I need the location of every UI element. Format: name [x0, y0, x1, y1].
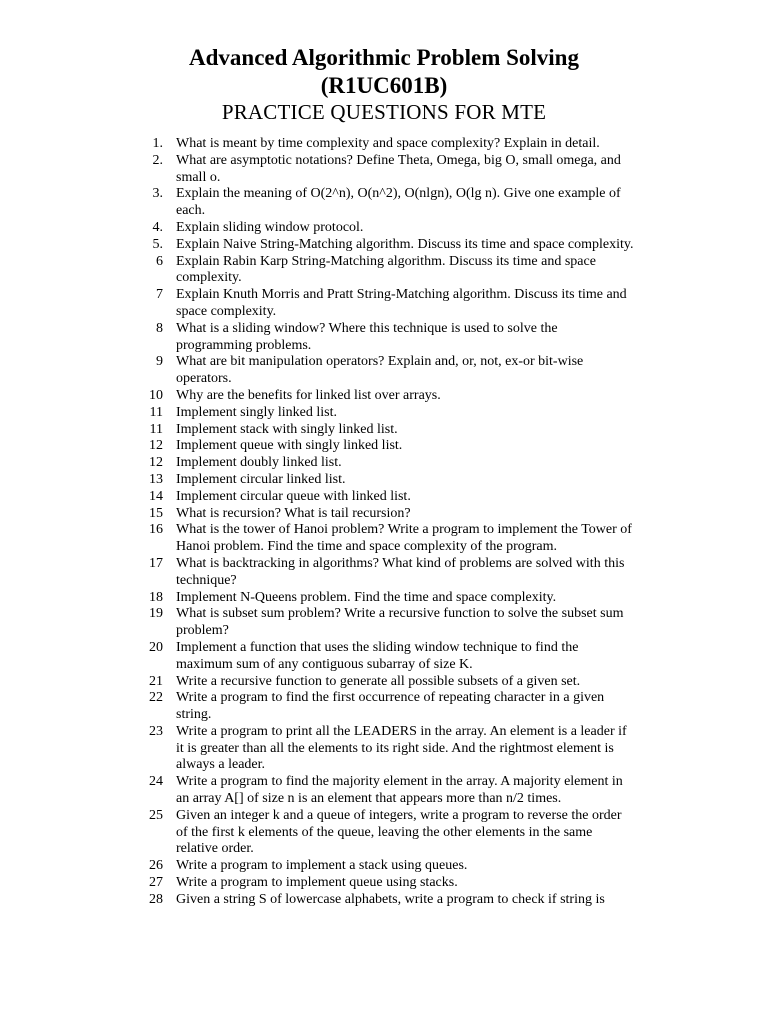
question-number: 27 [149, 875, 163, 891]
question-text: Implement circular queue with linked list. [176, 488, 411, 504]
question-number: 2. [152, 152, 163, 168]
question-item [0, 388, 768, 405]
question-item [0, 405, 768, 422]
question-text: Explain Rabin Karp String-Matching algorithm. Discuss its time and space complexity. [176, 253, 596, 286]
question-item [0, 438, 768, 455]
question-item [0, 774, 768, 808]
question-text: Implement doubly linked list. [176, 455, 342, 471]
question-number: 10 [149, 387, 163, 403]
question-item [0, 674, 768, 691]
question-text: Write a recursive function to generate all possible subsets of a given set. [176, 673, 581, 689]
question-text: What is subset sum problem? Write a recursive function to solve the subset sum problem? [176, 606, 624, 639]
question-text: Why are the benefits for linked list over arrays. [176, 387, 441, 403]
question-text: Implement circular linked list. [176, 471, 346, 487]
question-number: 1. [152, 136, 163, 151]
question-item [0, 153, 768, 187]
question-text: Explain Knuth Morris and Pratt String-Matching algorithm. Discuss its time and space complexity. [176, 287, 627, 319]
question-item [0, 606, 768, 640]
question-text: Write a program to print all the LEADERS in the array. An element is a leader if it is greater than all the elements to its right side. And the rightmost element is always a leader. [176, 723, 627, 773]
question-number: 28 [149, 891, 163, 907]
question-text: What are bit manipulation operators? Explain and, or, not, ex-or bit-wise operators. [176, 354, 584, 387]
question-item [0, 220, 768, 237]
question-text: Implement N-Queens problem. Find the time and space complexity. [176, 589, 557, 605]
question-number: 11 [149, 404, 163, 420]
question-number: 3. [152, 186, 163, 202]
question-number: 14 [149, 488, 163, 504]
question-number: 16 [149, 522, 163, 538]
question-text: What are asymptotic notations? Define Theta, Omega, big O, small omega, and small o. [176, 152, 621, 185]
question-number: 23 [149, 723, 163, 739]
question-item [0, 858, 768, 875]
question-item [0, 321, 768, 355]
question-number: 5. [152, 236, 163, 252]
question-item [0, 590, 768, 607]
question-number: 6 [156, 253, 163, 269]
question-number: 12 [149, 438, 163, 454]
question-item [0, 489, 768, 506]
document-title: Advanced Algorithmic Problem Solving [189, 45, 579, 70]
question-item [0, 186, 768, 220]
question-number: 13 [149, 471, 163, 487]
question-item [0, 455, 768, 472]
question-number: 25 [149, 807, 163, 823]
question-text: What is a sliding window? Where this technique is used to solve the programming problems. [176, 320, 558, 353]
question-number: 7 [156, 287, 163, 303]
question-item [0, 472, 768, 489]
question-number: 26 [149, 858, 163, 874]
question-text: Implement stack with singly linked list. [176, 421, 398, 437]
course-code: (R1UC601B) [320, 73, 448, 98]
question-item [0, 892, 768, 909]
question-text: What is recursion? What is tail recursion? [176, 505, 411, 521]
question-item [0, 724, 768, 774]
question-text: Explain the meaning of O(2^n), O(n^2), O(nlgn), O(lg n). Give one example of each. [176, 186, 621, 219]
question-text: What is the tower of Hanoi problem? Write a program to implement the Tower of Hanoi problem. Find the time and space complexity of the program. [176, 522, 632, 555]
question-list [0, 136, 768, 909]
question-number: 19 [149, 606, 163, 622]
question-item [0, 875, 768, 892]
question-text: Write a program to find the first occurrence of repeating character in a given string. [176, 690, 605, 723]
question-number: 18 [149, 589, 163, 605]
question-number: 21 [149, 673, 163, 689]
question-number: 24 [149, 774, 163, 790]
question-number: 15 [149, 505, 163, 521]
question-item [0, 136, 768, 153]
document-subtitle: PRACTICE QUESTIONS FOR MTE [221, 100, 547, 124]
question-item [0, 237, 768, 254]
question-text: Implement queue with singly linked list. [176, 438, 403, 454]
question-text: Given a string S of lowercase alphabets, write a program to check if string is [176, 891, 605, 907]
question-number: 4. [152, 219, 163, 235]
question-text: Write a program to implement a stack using queues. [176, 858, 468, 874]
question-item [0, 506, 768, 523]
question-item [0, 287, 768, 321]
question-item [0, 522, 768, 556]
question-text: Implement a function that uses the sliding window technique to find the maximum sum of any contiguous subarray of size K. [176, 639, 579, 672]
question-item [0, 690, 768, 724]
question-item [0, 354, 768, 388]
question-number: 9 [156, 354, 163, 370]
question-number: 22 [149, 690, 163, 706]
question-text: Explain Naive String-Matching algorithm. Discuss its time and space complexity. [176, 236, 634, 252]
question-text: Write a program to find the majority element in the array. A majority element in an array A[] of size n is an element that appears more than n/2 times. [176, 774, 623, 807]
question-number: 8 [156, 320, 163, 336]
question-number: 11 [149, 421, 163, 437]
question-number: 17 [149, 555, 163, 571]
question-text: What is backtracking in algorithms? What kind of problems are solved with this technique? [176, 555, 625, 588]
question-number: 20 [149, 639, 163, 655]
question-item [0, 556, 768, 590]
question-text: Explain sliding window protocol. [176, 219, 364, 235]
question-item [0, 808, 768, 858]
question-text: Given an integer k and a queue of integers, write a program to reverse the order of the first k elements of the queue, leaving the other elements in the same relative order. [176, 807, 622, 857]
question-number: 12 [149, 455, 163, 471]
question-text: Implement singly linked list. [176, 404, 337, 420]
question-text: Write a program to implement queue using stacks. [176, 875, 458, 891]
question-item [0, 640, 768, 674]
question-item [0, 422, 768, 439]
question-item [0, 254, 768, 288]
question-text: What is meant by time complexity and space complexity? Explain in detail. [176, 136, 600, 151]
